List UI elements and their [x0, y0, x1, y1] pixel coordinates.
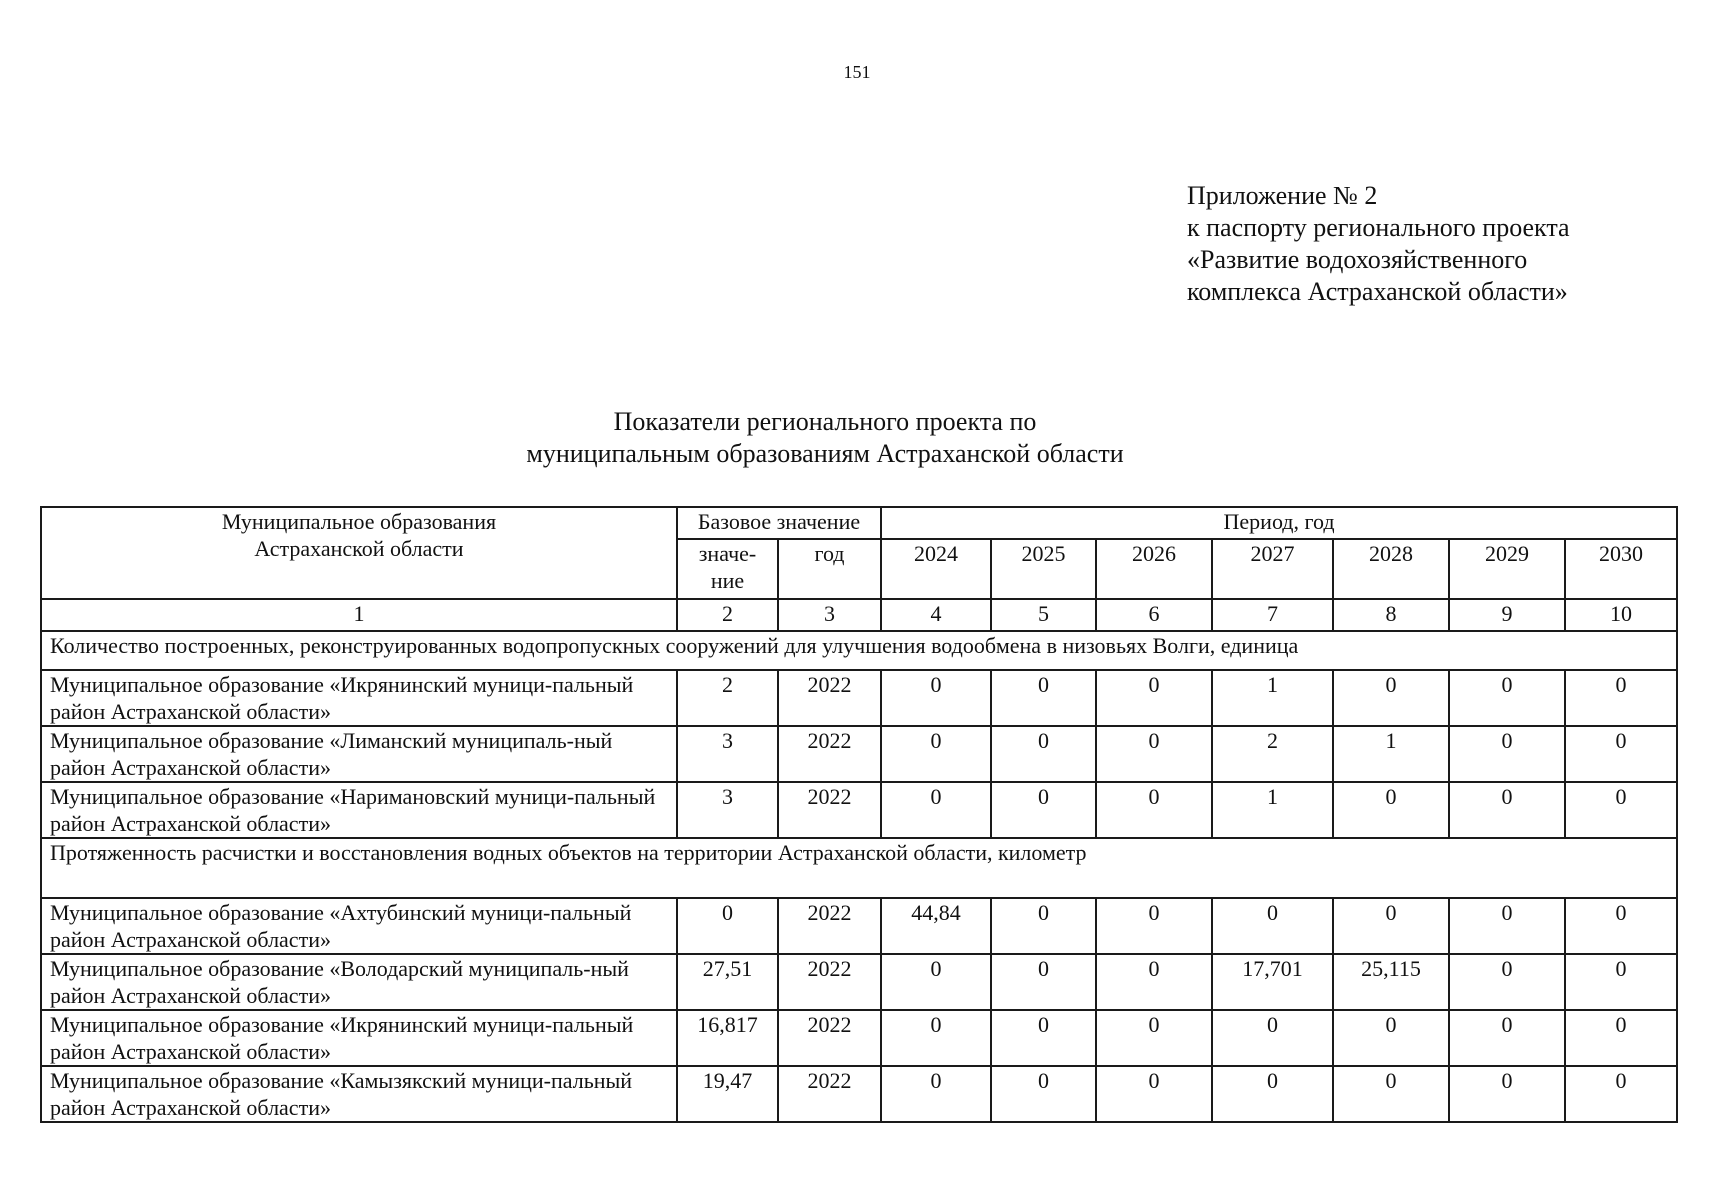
document-title: [0, 406, 1650, 470]
header-year-2029: 2029: [1449, 539, 1565, 599]
period-value: 0: [1212, 1066, 1333, 1122]
table-row: [41, 898, 1677, 954]
period-value: 0: [991, 1010, 1096, 1066]
appendix-line: к паспорту регионального проекта: [1187, 213, 1570, 242]
appendix-note: [1187, 180, 1570, 308]
period-value: 0: [1565, 782, 1677, 838]
period-value: 17,701: [1212, 954, 1333, 1010]
period-value: 0: [881, 782, 991, 838]
municipality-name: Муниципальное образование «Икрянинский муници-пальный район Астраханской области»: [41, 1010, 677, 1066]
header-value: значе-ние: [677, 539, 778, 599]
appendix-line: Приложение № 2: [1187, 181, 1378, 210]
period-value: 1: [1333, 726, 1449, 782]
base-value: 0: [677, 898, 778, 954]
period-value: 0: [1212, 898, 1333, 954]
page-number: 151: [843, 62, 871, 82]
column-number: 9: [1449, 599, 1565, 631]
header-year-2024: 2024: [881, 539, 991, 599]
base-value: 2: [677, 670, 778, 726]
period-value: 44,84: [881, 898, 991, 954]
period-value: 0: [1449, 726, 1565, 782]
table-row: [41, 670, 1677, 726]
header-period: Период, год: [881, 507, 1677, 539]
period-value: 0: [1096, 954, 1212, 1010]
header-year-2026: 2026: [1096, 539, 1212, 599]
period-value: 0: [1565, 954, 1677, 1010]
period-value: 0: [991, 726, 1096, 782]
period-value: 0: [1565, 670, 1677, 726]
period-value: 0: [1449, 782, 1565, 838]
period-value: 0: [1565, 1066, 1677, 1122]
period-value: 0: [991, 898, 1096, 954]
section-title: Протяженность расчистки и восстановления водных объектов на территории Астраханской области, километр: [41, 838, 1677, 898]
table-row: [41, 1010, 1677, 1066]
indicators-table: [40, 506, 1678, 1123]
period-value: 0: [1333, 670, 1449, 726]
header-row: [41, 507, 1677, 539]
base-value: 16,817: [677, 1010, 778, 1066]
column-number: 3: [778, 599, 881, 631]
period-value: 2: [1212, 726, 1333, 782]
period-value: 0: [1449, 954, 1565, 1010]
header-year: год: [778, 539, 881, 599]
period-value: 0: [991, 1066, 1096, 1122]
period-value: 0: [1096, 670, 1212, 726]
period-value: 25,115: [1333, 954, 1449, 1010]
column-number: 10: [1565, 599, 1677, 631]
section-row: [41, 838, 1677, 898]
period-value: 0: [881, 670, 991, 726]
header-year-2025: 2025: [991, 539, 1096, 599]
column-number: 5: [991, 599, 1096, 631]
period-value: 0: [1333, 782, 1449, 838]
section-row: [41, 631, 1677, 670]
base-value: 3: [677, 782, 778, 838]
municipality-name: Муниципальное образование «Камызякский муници-пальный район Астраханской области»: [41, 1066, 677, 1122]
appendix-line: «Развитие водохозяйственного: [1187, 245, 1528, 274]
municipality-name: Муниципальное образование «Ахтубинский муници-пальный район Астраханской области»: [41, 898, 677, 954]
period-value: 0: [1565, 726, 1677, 782]
title-line: Показатели регионального проекта по: [613, 407, 1037, 436]
column-number: 6: [1096, 599, 1212, 631]
period-value: 0: [1449, 670, 1565, 726]
municipality-name: Муниципальное образование «Лиманский муниципаль-ный район Астраханской области»: [41, 726, 677, 782]
column-number: 1: [41, 599, 677, 631]
table-row: [41, 954, 1677, 1010]
header-year-2030: 2030: [1565, 539, 1677, 599]
period-value: 1: [1212, 782, 1333, 838]
period-value: 0: [881, 1010, 991, 1066]
header-year-2027: 2027: [1212, 539, 1333, 599]
column-number: 4: [881, 599, 991, 631]
period-value: 0: [1449, 1066, 1565, 1122]
period-value: 0: [1333, 1066, 1449, 1122]
table-row: [41, 782, 1677, 838]
municipality-name: Муниципальное образование «Володарский муниципаль-ный район Астраханской области»: [41, 954, 677, 1010]
base-year: 2022: [778, 1066, 881, 1122]
period-value: 0: [1096, 726, 1212, 782]
period-value: 0: [1212, 1010, 1333, 1066]
header-municipality: Муниципальное образования Астраханской области: [41, 507, 677, 599]
period-value: 0: [1096, 782, 1212, 838]
column-number: 2: [677, 599, 778, 631]
header-year-2028: 2028: [1333, 539, 1449, 599]
period-value: 0: [1565, 898, 1677, 954]
period-value: 0: [1096, 1066, 1212, 1122]
base-value: 27,51: [677, 954, 778, 1010]
period-value: 0: [1449, 898, 1565, 954]
base-value: 3: [677, 726, 778, 782]
table-row: [41, 1066, 1677, 1122]
base-year: 2022: [778, 954, 881, 1010]
column-number-row: [41, 599, 1677, 631]
base-year: 2022: [778, 898, 881, 954]
municipality-name: Муниципальное образование «Наримановский муници-пальный район Астраханской области»: [41, 782, 677, 838]
period-value: 0: [1096, 1010, 1212, 1066]
section-title: Количество построенных, реконструированных водопропускных сооружений для улучшения водообмена в низовьях Волги, единица: [41, 631, 1677, 670]
period-value: 0: [991, 782, 1096, 838]
period-value: 0: [881, 1066, 991, 1122]
header-base-value: Базовое значение: [677, 507, 881, 539]
period-value: 1: [1212, 670, 1333, 726]
title-line: муниципальным образованиям Астраханской области: [526, 439, 1124, 468]
period-value: 0: [1449, 1010, 1565, 1066]
period-value: 0: [1333, 1010, 1449, 1066]
period-value: 0: [1333, 898, 1449, 954]
base-value: 19,47: [677, 1066, 778, 1122]
appendix-line: комплекса Астраханской области»: [1187, 277, 1568, 306]
municipality-name: Муниципальное образование «Икрянинский муници-пальный район Астраханской области»: [41, 670, 677, 726]
period-value: 0: [881, 954, 991, 1010]
base-year: 2022: [778, 782, 881, 838]
column-number: 8: [1333, 599, 1449, 631]
column-number: 7: [1212, 599, 1333, 631]
base-year: 2022: [778, 726, 881, 782]
base-year: 2022: [778, 670, 881, 726]
period-value: 0: [991, 670, 1096, 726]
period-value: 0: [1096, 898, 1212, 954]
period-value: 0: [1565, 1010, 1677, 1066]
base-year: 2022: [778, 1010, 881, 1066]
period-value: 0: [991, 954, 1096, 1010]
table-row: [41, 726, 1677, 782]
period-value: 0: [881, 726, 991, 782]
